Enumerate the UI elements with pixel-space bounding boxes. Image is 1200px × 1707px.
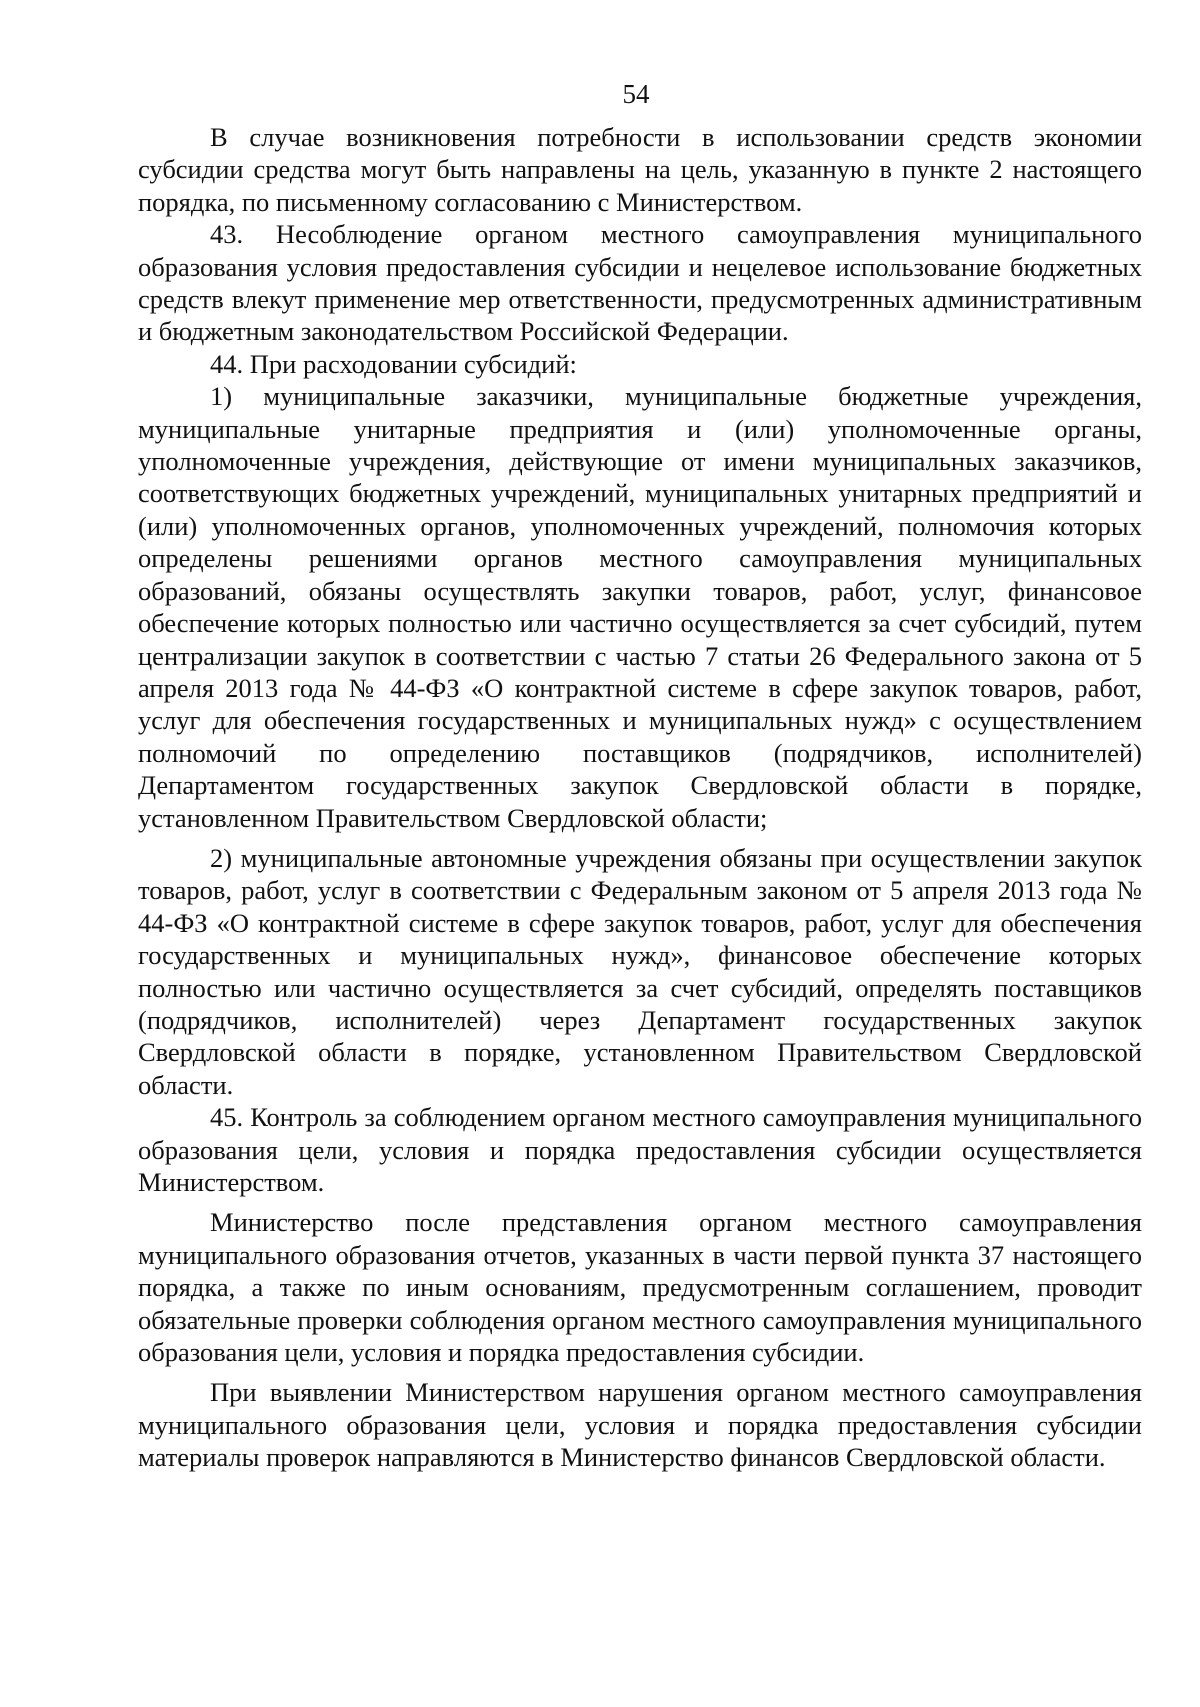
paragraph-43-noncompliance: 43. Несоблюдение органом местного самоуправления муниципального образования условия предоставления субсидии и нецелевое использование бюджетных средств влекут применение мер ответственности, предусмотренных административным и бюджетным законодательством Российской Федерации. [138,219,1142,347]
paragraph-ministry-inspections: Министерство после представления органом местного самоуправления муниципального образования отчетов, указанных в части первой пункта 37 настоящего порядка, а также по иным основаниям, предусмотренным соглашением, проводит обязательные проверки соблюдения органом местного самоуправления муниципального образования цели, условия и порядка предоставления субсидии. [138,1207,1142,1368]
paragraph-savings-use: В случае возникновения потребности в использовании средств экономии субсидии средства могут быть направлены на цель, указанную в пункте 2 настоящего порядка, по письменному согласованию с Министерством. [138,122,1142,217]
paragraph-violations: При выявлении Министерством нарушения органом местного самоуправления муниципального образования цели, условия и порядка предоставления субсидии материалы проверок направляются в Министерство финансов Свердловской области. [138,1377,1142,1473]
paragraph-44-item-1: 1) муниципальные заказчики, муниципальные бюджетные учреждения, муниципальные унитарные предприятия и (или) уполномоченные органы, уполномоченные учреждения, действующие от имени муниципальных заказчиков, соответствующих бюджетных учреждений, муниципальных унитарных предприятий и (или) уполномоченных органов, уполномоченных учреждений, полномочия которых определены решениями органов местного самоуправления муниципальных образований, обязаны осуществлять закупки товаров, работ, услуг, финансовое обеспечение которых полностью или частично осуществляется за счет субсидий, путем централизации закупок в соответствии с частью 7 статьи 26 Федерального закона от 5 апреля 2013 года № 44-ФЗ «О контрактной системе в сфере закупок товаров, работ, услуг для обеспечения государственных и муниципальных нужд» с осуществлением полномочий по определению поставщиков (подрядчиков, исполнителей) Департаментом государственных закупок Свердловской области в порядке, установленном Правительством Свердловской области; [138,381,1142,833]
paragraph-45-control: 45. Контроль за соблюдением органом местного самоуправления муниципального образования цели, условия и порядка предоставления субсидии осуществляется Министерством. [138,1102,1142,1197]
paragraph-44-heading: 44. При расходовании субсидий: [210,348,577,379]
document-body [138,121,1142,1474]
page-number: 54 [622,79,650,109]
paragraph-44-item-2: 2) муниципальные автономные учреждения обязаны при осуществлении закупок товаров, работ, услуг в соответствии с Федеральным законом от 5 апреля 2013 года № 44-ФЗ «О контрактной системе в сфере закупок товаров, работ, услуг для обеспечения государственных и муниципальных нужд», финансовое обеспечение которых полностью или частично осуществляется за счет субсидий, определять поставщиков (подрядчиков, исполнителей) через Департамент государственных закупок Свердловской области в порядке, установленном Правительством Свердловской области. [138,842,1142,1100]
